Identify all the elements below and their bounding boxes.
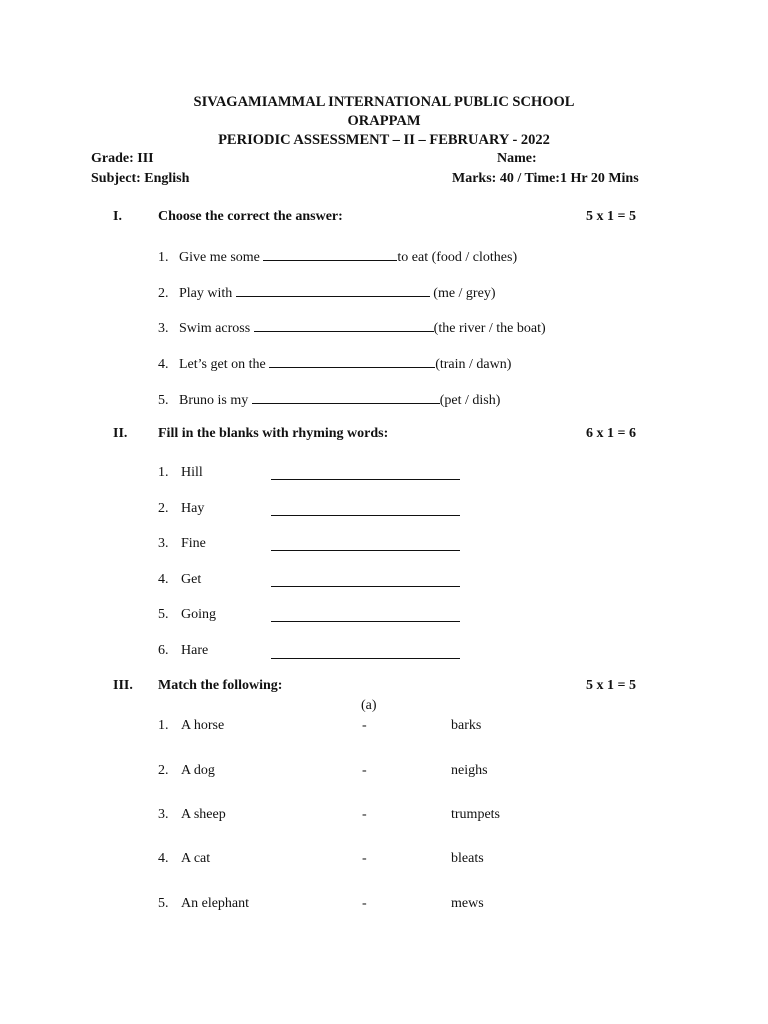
rhyme-word: Hare [181, 643, 209, 658]
list-item [158, 355, 511, 373]
subject-label: Subject: English [91, 171, 190, 186]
item-number: 5. [158, 896, 169, 911]
answer-blank[interactable] [236, 284, 430, 297]
answer-blank[interactable] [254, 319, 434, 332]
item-number: 5. [158, 607, 169, 622]
match-right: bleats [451, 851, 484, 866]
rhyme-word: Hay [181, 501, 205, 516]
section-3-title: Match the following: [158, 678, 283, 693]
answer-blank[interactable] [263, 248, 397, 261]
match-left: A sheep [181, 807, 226, 822]
match-right: barks [451, 718, 482, 733]
section-3-number: III. [113, 678, 133, 693]
item-options: (me / grey) [433, 286, 496, 301]
item-number: 3. [158, 321, 169, 336]
answer-blank[interactable] [271, 586, 460, 587]
section-2-marks: 6 x 1 = 6 [586, 426, 636, 441]
item-number: 3. [158, 536, 169, 551]
item-number: 2. [158, 763, 169, 778]
section-1-title: Choose the correct the answer: [158, 209, 343, 224]
match-left: An elephant [181, 896, 250, 911]
match-right: mews [451, 896, 484, 911]
answer-blank[interactable] [271, 550, 460, 551]
item-options: (the river / the boat) [433, 321, 546, 336]
item-number: 5. [158, 393, 169, 408]
rhyme-word: Going [181, 607, 216, 622]
school-name: SIVAGAMIAMMAL INTERNATIONAL PUBLIC SCHOOL [193, 94, 575, 110]
match-dash: - [362, 851, 367, 866]
item-options: (pet / dish) [439, 393, 501, 408]
section-2-title: Fill in the blanks with rhyming words: [158, 426, 389, 441]
match-left: A dog [181, 763, 215, 778]
answer-blank[interactable] [252, 391, 440, 404]
match-dash: - [362, 896, 367, 911]
item-options: to eat (food / clothes) [397, 250, 518, 265]
section-3-marks: 5 x 1 = 5 [586, 678, 636, 693]
answer-blank[interactable] [271, 515, 460, 516]
answer-blank[interactable] [269, 355, 435, 368]
match-dash: - [362, 763, 367, 778]
item-number: 4. [158, 572, 169, 587]
answer-blank[interactable] [271, 658, 460, 659]
item-text: Play with [179, 286, 233, 301]
item-text: Swim across [179, 321, 251, 336]
grade-label: Grade: III [91, 151, 154, 166]
item-number: 4. [158, 357, 169, 372]
section-1-number: I. [113, 209, 122, 224]
match-right: neighs [451, 763, 488, 778]
list-item [158, 319, 546, 337]
name-label: Name: [497, 151, 537, 166]
list-item [158, 284, 495, 302]
item-number: 2. [158, 501, 169, 516]
match-dash: - [362, 807, 367, 822]
list-item [158, 391, 500, 409]
item-number: 2. [158, 286, 169, 301]
item-text: Give me some [179, 250, 260, 265]
item-number: 1. [158, 250, 169, 265]
item-number: 6. [158, 643, 169, 658]
section-1-marks: 5 x 1 = 5 [586, 209, 636, 224]
item-text: Bruno is my [179, 393, 249, 408]
item-text: Let’s get on the [179, 357, 266, 372]
item-number: 4. [158, 851, 169, 866]
rhyme-word: Get [181, 572, 202, 587]
match-left: A cat [181, 851, 211, 866]
match-dash: - [362, 718, 367, 733]
marks-time-label: Marks: 40 / Time:1 Hr 20 Mins [452, 171, 639, 186]
list-item [158, 248, 517, 266]
answer-blank[interactable] [271, 479, 460, 480]
rhyme-word: Hill [181, 465, 203, 480]
item-number: 3. [158, 807, 169, 822]
answer-blank[interactable] [271, 621, 460, 622]
exam-title: PERIODIC ASSESSMENT – II – FEBRUARY - 2022 [218, 132, 550, 148]
item-number: 1. [158, 718, 169, 733]
school-place: ORAPPAM [347, 113, 421, 129]
item-number: 1. [158, 465, 169, 480]
match-left: A horse [181, 718, 225, 733]
subsection-label: (a) [361, 698, 377, 713]
item-options: (train / dawn) [435, 357, 512, 372]
section-2-number: II. [113, 426, 128, 441]
rhyme-word: Fine [181, 536, 206, 551]
match-right: trumpets [451, 807, 500, 822]
